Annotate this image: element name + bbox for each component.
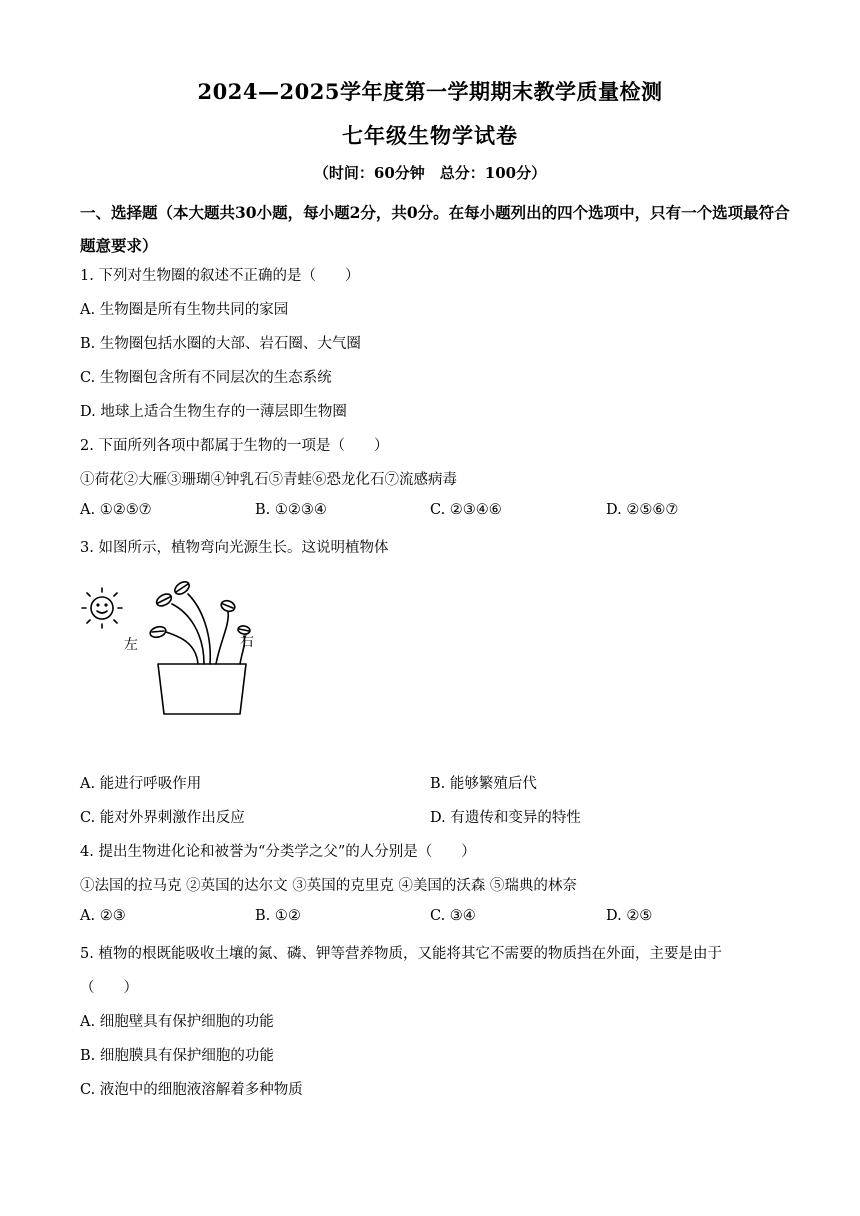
question-4-stem: 4. 提出生物进化论和被誉为“分类学之父”的人分别是（ ） — [80, 844, 476, 860]
question-3-option-d: D. 有遗传和变异的特性 — [430, 810, 581, 826]
question-5-stem-cont: （ ） — [80, 980, 138, 996]
question-4-items: ①法国的拉马克 ②英国的达尔文 ③英国的克里克 ④美国的沃森 ⑤瑞典的林奈 — [80, 878, 577, 894]
figure-label-left: 左 — [124, 637, 138, 653]
question-3-stem: 3. 如图所示，植物弯向光源生长。这说明植物体 — [80, 540, 389, 556]
question-3-option-c: C. 能对外界刺激作出反应 — [80, 810, 245, 826]
question-2-stem: 2. 下面所列各项中都属于生物的一项是（ ） — [80, 438, 389, 454]
question-5-option-a: A. 细胞壁具有保护细胞的功能 — [80, 1014, 274, 1030]
question-4-option-a: A. ②③ — [80, 908, 126, 924]
question-5-option-b: B. 细胞膜具有保护细胞的功能 — [80, 1048, 274, 1064]
flower-pot — [158, 664, 246, 714]
question-1-stem: 1. 下列对生物圈的叙述不正确的是（ ） — [80, 268, 360, 284]
question-2-option-c: C. ②③④⑥ — [430, 502, 502, 518]
question-1-option-a: A. 生物圈是所有生物共同的家园 — [80, 302, 289, 318]
exam-title: 2024—2025学年度第一学期期末教学质量检测 — [197, 79, 663, 104]
question-2-items: ①荷花②大雁③珊瑚④钟乳石⑤青蛙⑥恐龙化石⑦流感病毒 — [80, 472, 457, 488]
question-4-option-d: D. ②⑤ — [606, 908, 653, 924]
plant-phototropism-figure — [80, 572, 280, 732]
question-5-stem: 5. 植物的根既能吸收土壤的氮、磷、钾等营养物质，又能将其它不需要的物质挡在外面，主要是由于 — [80, 946, 722, 962]
section-heading: 一、选择题（本大题共30小题，每小题2分，共0分。在每小题列出的四个选项中，只有一个选项最符合题意要求） — [80, 203, 790, 255]
question-4-option-b: B. ①② — [255, 908, 301, 924]
question-3-option-b: B. 能够繁殖后代 — [430, 776, 537, 792]
question-2-option-a: A. ①②⑤⑦ — [80, 502, 152, 518]
question-5-option-c: C. 液泡中的细胞液溶解着多种物质 — [80, 1082, 303, 1098]
question-2-option-b: B. ①②③④ — [255, 502, 327, 518]
question-3-option-a: A. 能进行呼吸作用 — [80, 776, 202, 792]
question-1-option-b: B. 生物圈包括水圈的大部、岩石圈、大气圈 — [80, 336, 361, 352]
question-2-option-d: D. ②⑤⑥⑦ — [606, 502, 679, 518]
question-1-option-d: D. 地球上适合生物生存的一薄层即生物圈 — [80, 404, 347, 420]
figure-label-right: 右 — [240, 634, 254, 650]
question-4-option-c: C. ③④ — [430, 908, 476, 924]
plant-illustration — [80, 572, 280, 732]
sun-icon — [82, 588, 122, 628]
question-1-option-c: C. 生物圈包含所有不同层次的生态系统 — [80, 370, 332, 386]
exam-subtitle: 七年级生物学试卷 — [342, 123, 518, 148]
exam-info: （时间：60分钟 总分：100分） — [313, 164, 547, 182]
